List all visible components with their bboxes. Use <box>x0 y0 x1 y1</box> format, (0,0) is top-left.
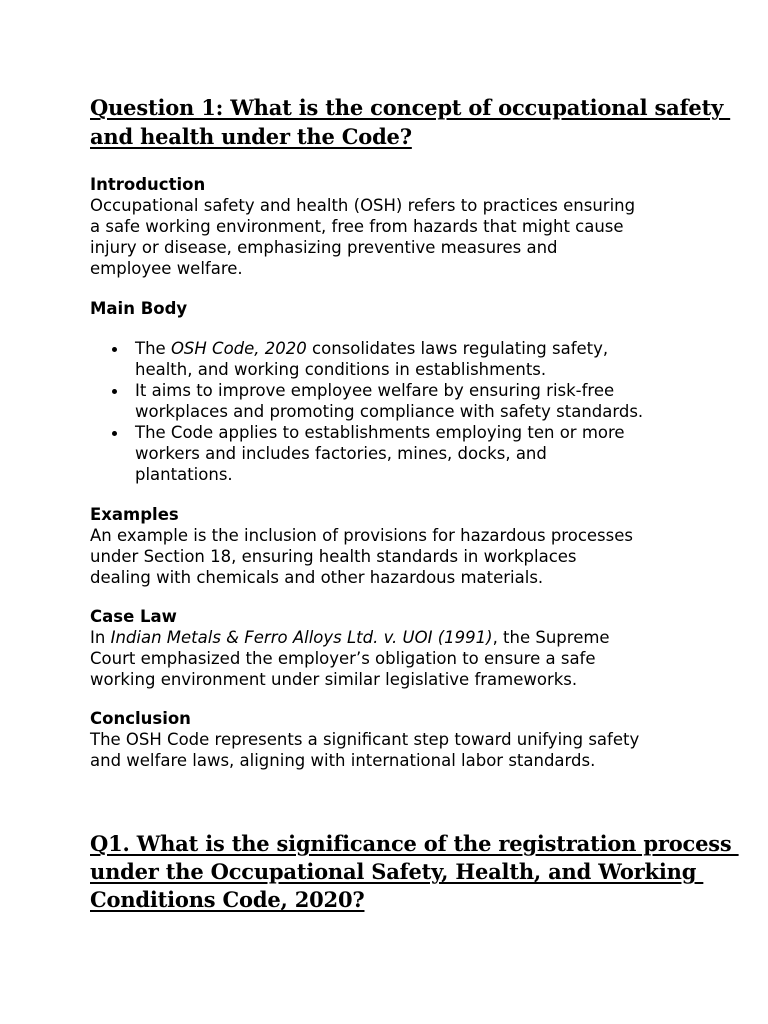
main-body-heading: Main Body <box>90 299 188 318</box>
question-2-title-line: Conditions Code, 2020? <box>90 887 365 912</box>
bullet-line: The Code applies to establishments employing ten or more <box>135 423 625 442</box>
question-2-title <box>90 830 739 914</box>
list-item <box>90 338 690 380</box>
case-law-paragraph <box>90 627 690 690</box>
bullet-line: plantations. <box>135 465 233 484</box>
case-law-heading: Case Law <box>90 607 177 626</box>
bullet-text: The <box>135 339 171 358</box>
bullet-icon <box>112 347 117 352</box>
bullet-icon <box>112 389 117 394</box>
conclusion-heading: Conclusion <box>90 709 191 728</box>
paragraph-text: , the Supreme <box>492 628 610 647</box>
paragraph-line: under Section 18, ensuring health standards in workplaces <box>90 547 577 566</box>
paragraph-line: An example is the inclusion of provisions for hazardous processes <box>90 526 633 545</box>
list-item <box>90 422 690 485</box>
paragraph-line: Occupational safety and health (OSH) refers to practices ensuring <box>90 196 636 215</box>
paragraph-line: dealing with chemicals and other hazardous materials. <box>90 568 544 587</box>
examples-section <box>90 504 690 588</box>
paragraph-line: working environment under similar legislative frameworks. <box>90 670 578 689</box>
introduction-paragraph <box>90 195 690 279</box>
introduction-section <box>90 174 690 279</box>
paragraph-line: employee welfare. <box>90 259 243 278</box>
examples-heading: Examples <box>90 505 179 524</box>
examples-paragraph <box>90 525 690 588</box>
conclusion-section <box>90 708 690 771</box>
question-1-title-line: and health under the Code? <box>90 124 412 149</box>
question-2-title-line: under the Occupational Safety, Health, and Working <box>90 859 704 884</box>
bullet-line: It aims to improve employee welfare by ensuring risk-free <box>135 381 615 400</box>
main-body-section <box>90 298 690 485</box>
paragraph-line: Court emphasized the employer’s obligation to ensure a safe <box>90 649 596 668</box>
statute-name: OSH Code, 2020 <box>170 339 307 358</box>
bullet-line: health, and working conditions in establishments. <box>135 360 547 379</box>
case-law-section <box>90 606 690 690</box>
bullet-line <box>135 338 690 359</box>
paragraph-text: In <box>90 628 111 647</box>
paragraph-line: injury or disease, emphasizing preventive measures and <box>90 238 558 257</box>
introduction-heading: Introduction <box>90 175 206 194</box>
paragraph-line: The OSH Code represents a significant step toward unifying safety <box>90 730 640 749</box>
question-2-title-line: Q1. What is the significance of the registration process <box>90 831 739 856</box>
conclusion-paragraph <box>90 729 690 771</box>
list-item <box>90 380 690 422</box>
paragraph-line: and welfare laws, aligning with international labor standards. <box>90 751 596 770</box>
bullet-line: workplaces and promoting compliance with safety standards. <box>135 402 644 421</box>
document-page <box>90 93 739 914</box>
paragraph-line: a safe working environment, free from hazards that might cause <box>90 217 624 236</box>
case-citation: Indian Metals & Ferro Alloys Ltd. v. UOI (1991) <box>110 628 493 647</box>
paragraph-line <box>90 627 690 648</box>
bullet-icon <box>112 431 117 436</box>
bullet-text: consolidates laws regulating safety, <box>306 339 609 358</box>
question-1-title <box>90 93 731 151</box>
question-1-title-line: Question 1: What is the concept of occupational safety <box>90 95 731 120</box>
main-body-bullet-list <box>90 338 690 485</box>
bullet-line: workers and includes factories, mines, docks, and <box>135 444 547 463</box>
